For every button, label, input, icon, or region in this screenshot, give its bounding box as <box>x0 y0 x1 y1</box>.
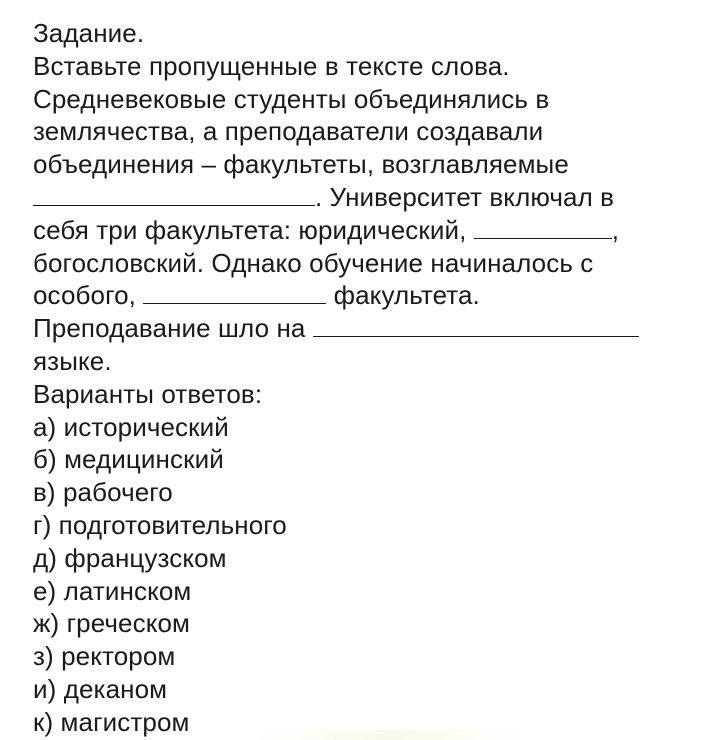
blank-2 <box>474 238 612 239</box>
text-line-7 <box>33 279 703 312</box>
bottom-edge-tint <box>250 730 530 740</box>
text-line-2: землячества, а преподаватели создавали <box>33 116 544 147</box>
text-line-7-before: особого, <box>33 280 144 311</box>
answer-option: и) деканом <box>33 673 168 704</box>
text-line-9: языке. <box>33 345 112 376</box>
text-line-5-before: себя три факультета: юридический, <box>33 214 474 245</box>
answer-option: в) рабочего <box>33 477 173 508</box>
blank-1 <box>33 205 315 206</box>
task-heading: Задание. <box>33 18 145 48</box>
text-line-1: Средневековые студенты объединялись в <box>33 83 550 114</box>
text-line-6: богословский. Однако обучение начиналось с <box>33 247 594 278</box>
text-line-8 <box>33 312 703 345</box>
answers-title: Варианты ответов: <box>33 378 263 409</box>
text-line-4-after: . Университет включал в <box>315 181 615 212</box>
task-document <box>33 17 703 739</box>
text-line-5 <box>33 214 703 247</box>
text-line-3: объединения – факультеты, возглавляемые <box>33 149 569 180</box>
blank-4 <box>313 336 639 337</box>
text-line-5-after: , <box>611 214 620 245</box>
answer-option: а) исторический <box>33 411 229 442</box>
text-line-7-after: факультета. <box>326 280 480 311</box>
text-line-8-before: Преподавание шло на <box>33 313 313 344</box>
blank-3 <box>143 303 326 304</box>
task-instruction: Вставьте пропущенные в тексте слова. <box>33 50 510 81</box>
answer-option: е) латинском <box>33 575 192 606</box>
answer-option: г) подготовительного <box>33 509 287 540</box>
answer-option: к) магистром <box>33 706 190 737</box>
answer-option: б) медицинский <box>33 444 224 475</box>
answer-option: з) ректором <box>33 641 176 672</box>
text-line-4 <box>33 181 703 214</box>
answer-option: ж) греческом <box>33 608 191 639</box>
answer-option: д) французском <box>33 542 227 573</box>
